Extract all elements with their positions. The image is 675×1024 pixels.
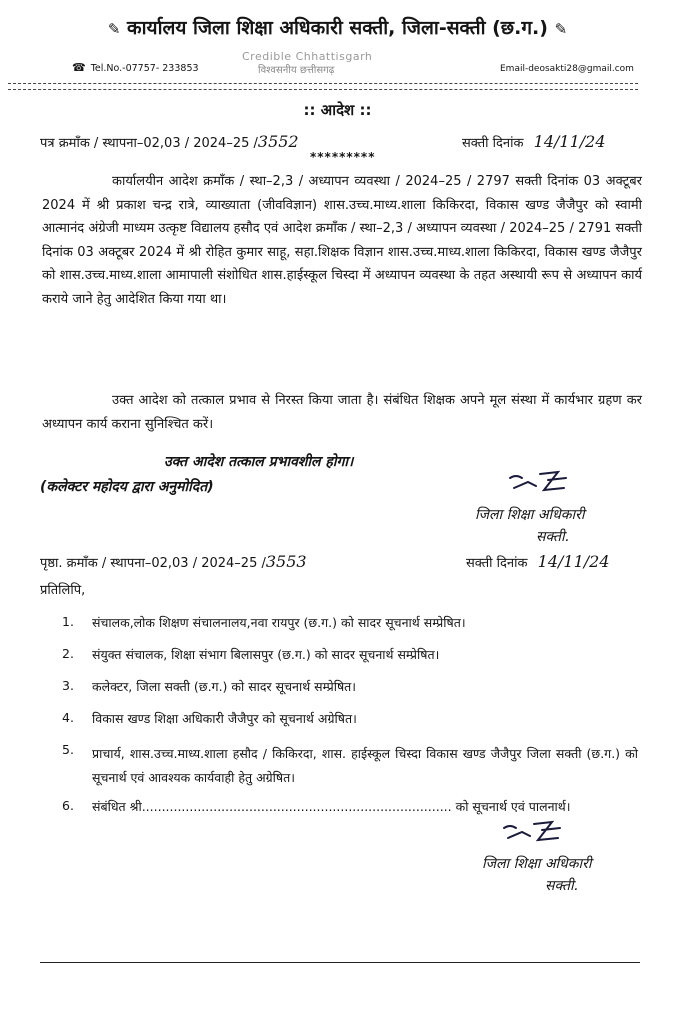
endorsement-date-label: सक्ती दिनांक [466, 556, 528, 571]
list-item: कलेक्टर, जिला सक्ती (छ.ग.) को सादर सूचनार्थ सम्प्रेषित। [92, 679, 357, 694]
list-item-number: 5. [62, 742, 74, 757]
copy-to-label: प्रतिलिपि, [40, 583, 86, 598]
list-item: संचालक,लोक शिक्षण संचालनालय,नवा रायपुर (छ.ग.) को सादर सूचनार्थ सम्प्रेषित। [92, 615, 466, 630]
endorsement-date [466, 552, 610, 571]
watermark-hindi: विश्वसनीय छत्तीसगढ़ [258, 65, 335, 76]
list-item: विकास खण्ड शिक्षा अधिकारी जैजैपुर को सूचनार्थ अग्रेषित। [92, 711, 357, 726]
endorsement-ref-label: पृष्ठा. क्रमाँक / स्थापना–02,03 / 2024–25 / [40, 556, 266, 571]
separator-stars: ********* [310, 150, 376, 164]
list-item-number: 3. [62, 678, 74, 693]
pen-ornament-icon: ✎ [107, 20, 121, 38]
list-item: संबंधित श्री.............................................................................. को सूचनार्थ एवं पालनार्थ। [92, 799, 571, 814]
endorsement-reference [40, 552, 307, 571]
header-divider [8, 83, 638, 84]
order-date [462, 132, 606, 151]
order-reference [40, 132, 299, 151]
pen-ornament-icon: ✎ [554, 20, 568, 38]
office-title: कार्यालय जिला शिक्षा अधिकारी सक्ती, जिला-सक्ती (छ.ग.) [127, 17, 548, 39]
watermark-english: Credible Chhattisgarh [242, 50, 373, 63]
officer-signature [506, 468, 576, 502]
phone-number [72, 61, 199, 74]
endorsement-date-value: 14/11/24 [537, 552, 610, 571]
list-item: प्राचार्य, शास.उच्च.माध्य.शाला हसौद / किकिरदा, शास. हाईस्कूल चिस्दा विकास खण्ड जैजैपुर जिला सक्ती (छ.ग.) को सूचनार्थ एवं आवश्यक कार्यवाही हेतु अग्रेषित। [92, 746, 638, 785]
order-title: :: आदेश :: [303, 101, 372, 119]
list-item-number: 1. [62, 614, 74, 629]
signature-title: जिला शिक्षा अधिकारी [482, 856, 592, 872]
list-item-number: 6. [62, 798, 74, 813]
order-date-label: सक्ती दिनांक [462, 136, 524, 151]
phone-text: Tel.No.-07757- 233853 [90, 63, 199, 74]
order-date-value: 14/11/24 [533, 132, 606, 151]
approval-note: (कलेक्टर महोदय द्वारा अनुमोदित) [40, 479, 214, 495]
list-item-number: 2. [62, 646, 74, 661]
effective-note: उक्त आदेश तत्काल प्रभावशील होगा। [164, 454, 354, 470]
order-ref-label: पत्र क्रमाँक / स्थापना–02,03 / 2024–25 / [40, 136, 258, 151]
endorsement-ref-number: 3553 [265, 552, 307, 571]
header-divider [8, 89, 638, 90]
letterhead-title-row [0, 14, 675, 40]
email-address: Email-deosakti28@gmail.com [500, 64, 634, 74]
footer-rule [40, 962, 640, 963]
list-item: संयुक्त संचालक, शिक्षा संभाग बिलासपुर (छ.ग.) को सादर सूचनार्थ सम्प्रेषित। [92, 647, 440, 662]
signature-place: सक्ती. [536, 529, 570, 545]
signature-place: सक्ती. [545, 878, 579, 894]
order-paragraph-2: उक्त आदेश को तत्काल प्रभाव से निरस्त किया जाता है। संबंधित शिक्षक अपने मूल संस्था में कार्यभार ग्रहण कर अध्यापन कार्य कराना सुनिश्चित करें। [42, 393, 642, 432]
officer-signature [500, 818, 570, 852]
telephone-icon: ☎ [72, 61, 86, 74]
signature-title: जिला शिक्षा अधिकारी [475, 507, 585, 523]
order-paragraph-1: कार्यालयीन आदेश क्रमाँक / स्था–2,3 / अध्यापन व्यवस्था / 2024–25 / 2797 सक्ती दिनांक 03 अक्टूबर 2024 में श्री प्रकाश चन्द्र रात्रे, व्याख्याता (जीवविज्ञान) शास.उच्च.माध्य.शाला किकिरदा, विकास खण्ड जैजैपुर को स्वामी आत्मानंद अंग्रेजी माध्यम उत्कृष्ट विद्यालय हसौद एवं आदेश क्रमाँक / स्था–2,3 / अध्यापन व्यवस्था / 2024–25 / 2791 सक्ती दिनांक 03 अक्टूबर 2024 में श्री रोहित कुमार साहू, सहा.शिक्षक विज्ञान शास.उच्च.माध्य.शाला किकिरदा, विकास खण्ड जैजैपुर को शास.उच्च.माध्य.शाला आमापाली संशोधित शास.हाईस्कूल चिस्दा में अध्यापन व्यवस्था के तहत अस्थायी रूप से अध्यापन कार्य कराये जाने हेतु आदेशित किया गया था। [42, 174, 642, 307]
order-ref-number: 3552 [257, 132, 299, 151]
list-item-number: 4. [62, 710, 74, 725]
